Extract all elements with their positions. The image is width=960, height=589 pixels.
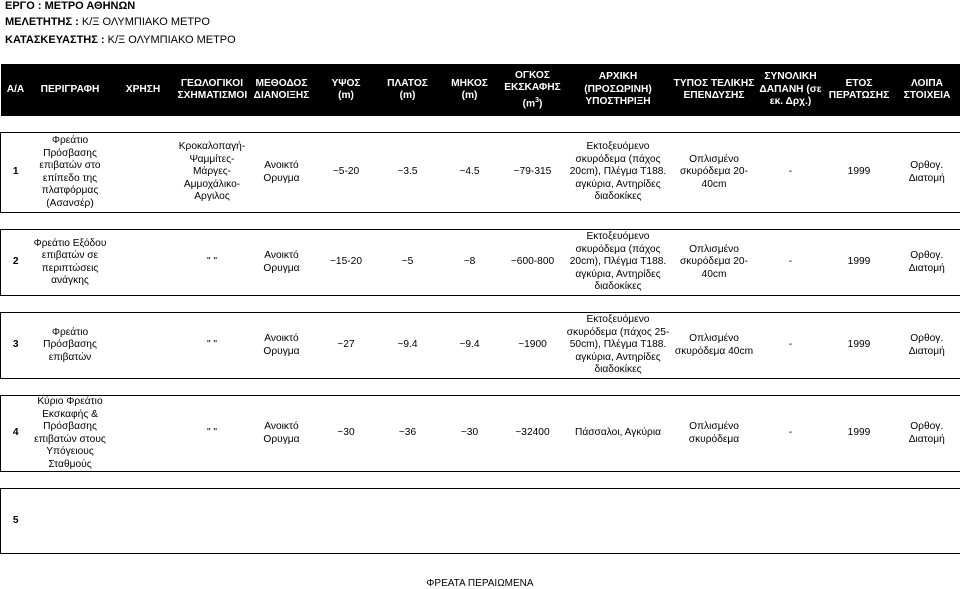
- cell-description: Φρεάτιο Πρόσβασης επιβατών στο επίπεδο της πλατφόρμας (Ασανσέρ): [31, 133, 110, 213]
- cell-other: Ορθογ. Διατομή: [894, 230, 960, 296]
- cell-width: ~3.5: [377, 133, 439, 213]
- cell-cost: -: [757, 313, 825, 379]
- cell-height: ~5-20: [316, 133, 377, 213]
- col-description: ΠΕΡΙΓΡΑΦΗ: [31, 64, 110, 116]
- row-number: 4: [1, 396, 31, 472]
- page-footer: ΦΡΕΑΤΑ ΠΕΡΑΙΩΜΕΝΑ: [426, 578, 534, 589]
- table-row: [1, 313, 960, 379]
- cell-initial-support: Πάσσαλοι, Αγκύρια: [565, 396, 672, 472]
- cell-length: [439, 489, 501, 554]
- cell-cost: -: [757, 396, 825, 472]
- cell-other: [894, 489, 960, 554]
- cell-method: Ανοικτό Ορυγμα: [248, 313, 316, 379]
- col-width: ΠΛΑΤΟΣ (m): [377, 64, 439, 116]
- cell-final-lining: Οπλισμένο σκυρόδεμα 40cm: [672, 313, 757, 379]
- col-use: ΧΡΗΣΗ: [110, 64, 177, 116]
- cell-final-lining: Οπλισμένο σκυρόδεμα 20-40cm: [672, 133, 757, 213]
- cell-geology: Κροκαλοπαγή-Ψαμμίτες-Μάργες-Αμμοχάλικο-Αργιλος: [177, 133, 248, 213]
- cell-length: ~8: [439, 230, 501, 296]
- cell-final-lining: Οπλισμένο σκυρόδεμα: [672, 396, 757, 472]
- cell-year: [825, 489, 894, 554]
- designer-line: [5, 16, 210, 28]
- col-method: ΜΕΘΟΔΟΣ ΔΙΑΝΟΙΞΗΣ: [248, 64, 316, 116]
- shafts-table: [0, 64, 960, 554]
- col-volume: ΟΓΚΟΣ ΕΚΣΚΑΦΗΣ $(m^3)$: [501, 64, 565, 116]
- cell-method: [248, 489, 316, 554]
- project-value: ΜΕΤΡΟ ΑΘΗΝΩΝ: [44, 0, 136, 12]
- cell-final-lining: Οπλισμένο σκυρόδεμα 20-40cm: [672, 230, 757, 296]
- cell-description: Φρεάτιο Πρόσβασης επιβατών: [31, 313, 110, 379]
- cell-other: Ορθογ. Διατομή: [894, 313, 960, 379]
- cell-length: ~30: [439, 396, 501, 472]
- designer-label: ΜΕΛΕΤΗΤΗΣ :: [5, 16, 79, 28]
- cell-use: [110, 313, 177, 379]
- row-number: 1: [1, 133, 31, 213]
- builder-value: Κ/Ξ ΟΛΥΜΠΙΑΚΟ ΜΕΤΡΟ: [107, 34, 236, 46]
- builder-label: ΚΑΤΑΣΚΕΥΑΣΤΗΣ :: [5, 34, 105, 46]
- cell-height: ~27: [316, 313, 377, 379]
- cell-other: Ορθογ. Διατομή: [894, 133, 960, 213]
- project-line: [5, 0, 135, 12]
- cell-year: 1999: [825, 230, 894, 296]
- col-other: ΛΟΙΠΑ ΣΤΟΙΧΕΙΑ: [894, 64, 960, 116]
- cell-use: [110, 230, 177, 296]
- cell-year: 1999: [825, 313, 894, 379]
- cell-initial-support: Εκτοξευόμενο σκυρόδεμα (πάχος 20cm), Πλέγμα Τ188. αγκύρια, Αντηρίδες διαδοκίκες: [565, 230, 672, 296]
- table-row: [1, 133, 960, 213]
- row-number: 3: [1, 313, 31, 379]
- cell-height: ~15-20: [316, 230, 377, 296]
- row-number: 5: [1, 489, 31, 554]
- col-length: ΜΗΚΟΣ (m): [439, 64, 501, 116]
- cell-use: [110, 489, 177, 554]
- project-label: ΕΡΓΟ :: [5, 0, 42, 12]
- cell-geology: " ": [177, 396, 248, 472]
- cell-volume: ~79-315: [501, 133, 565, 213]
- cell-cost: [757, 489, 825, 554]
- cell-height: ~30: [316, 396, 377, 472]
- cell-cost: -: [757, 230, 825, 296]
- builder-line: [5, 34, 236, 46]
- cell-initial-support: Εκτοξευόμενο σκυρόδεμα (πάχος 25-50cm), Πλέγμα Τ188. αγκύρια, Αντηρίδες διαδοκίκες: [565, 313, 672, 379]
- cell-height: [316, 489, 377, 554]
- cell-use: [110, 133, 177, 213]
- cell-geology: " ": [177, 230, 248, 296]
- col-initial-support: ΑΡΧΙΚΗ (ΠΡΟΣΩΡΙΝΗ) ΥΠΟΣΤΗΡΙΞΗ: [565, 64, 672, 116]
- cell-volume: [501, 489, 565, 554]
- cell-length: ~9.4: [439, 313, 501, 379]
- col-final-lining: ΤΥΠΟΣ ΤΕΛΙΚΗΣ ΕΠΕΝΔΥΣΗΣ: [672, 64, 757, 116]
- cell-method: Ανοικτό Ορυγμα: [248, 396, 316, 472]
- col-aa: Α/Α: [1, 64, 31, 116]
- cell-volume: ~1900: [501, 313, 565, 379]
- cell-initial-support: Εκτοξευόμενο σκυρόδεμα (πάχος 20cm), Πλέγμα Τ188. αγκύρια, Αντηρίδες διαδοκίκες: [565, 133, 672, 213]
- cell-year: 1999: [825, 396, 894, 472]
- table-row: [1, 489, 960, 554]
- cell-width: ~36: [377, 396, 439, 472]
- cell-width: ~5: [377, 230, 439, 296]
- cell-cost: -: [757, 133, 825, 213]
- cell-volume: ~600-800: [501, 230, 565, 296]
- cell-geology: " ": [177, 313, 248, 379]
- cell-description: Κύριο Φρεάτιο Εκσκαφής & Πρόσβασης επιβατών στους Υπόγειους Σταθμούς: [31, 396, 110, 472]
- cell-year: 1999: [825, 133, 894, 213]
- table-header-row: [1, 64, 960, 116]
- col-geology: ΓΕΩΛΟΓΙΚΟΙ ΣΧΗΜΑΤΙΣΜΟΙ: [177, 64, 248, 116]
- cell-other: Ορθογ. Διατομή: [894, 396, 960, 472]
- row-number: 2: [1, 230, 31, 296]
- cell-description: Φρεάτιο Εξόδου επιβατών σε περιπτώσεις ανάγκης: [31, 230, 110, 296]
- cell-final-lining: [672, 489, 757, 554]
- col-year: ΕΤΟΣ ΠΕΡΑΤΩΣΗΣ: [825, 64, 894, 116]
- col-height: ΥΨΟΣ (m): [316, 64, 377, 116]
- table-row: [1, 396, 960, 472]
- cell-description: [31, 489, 110, 554]
- cell-method: Ανοικτό Ορυγμα: [248, 133, 316, 213]
- cell-method: Ανοικτό Ορυγμα: [248, 230, 316, 296]
- table-row: [1, 230, 960, 296]
- designer-value: Κ/Ξ ΟΛΥΜΠΙΑΚΟ ΜΕΤΡΟ: [81, 16, 210, 28]
- cell-geology: [177, 489, 248, 554]
- cell-use: [110, 396, 177, 472]
- col-cost: ΣΥΝΟΛΙΚΗ ΔΑΠΑΝΗ (σε εκ. Δρχ.): [757, 64, 825, 116]
- cell-width: [377, 489, 439, 554]
- cell-volume: ~32400: [501, 396, 565, 472]
- cell-initial-support: [565, 489, 672, 554]
- cell-width: ~9.4: [377, 313, 439, 379]
- cell-length: ~4.5: [439, 133, 501, 213]
